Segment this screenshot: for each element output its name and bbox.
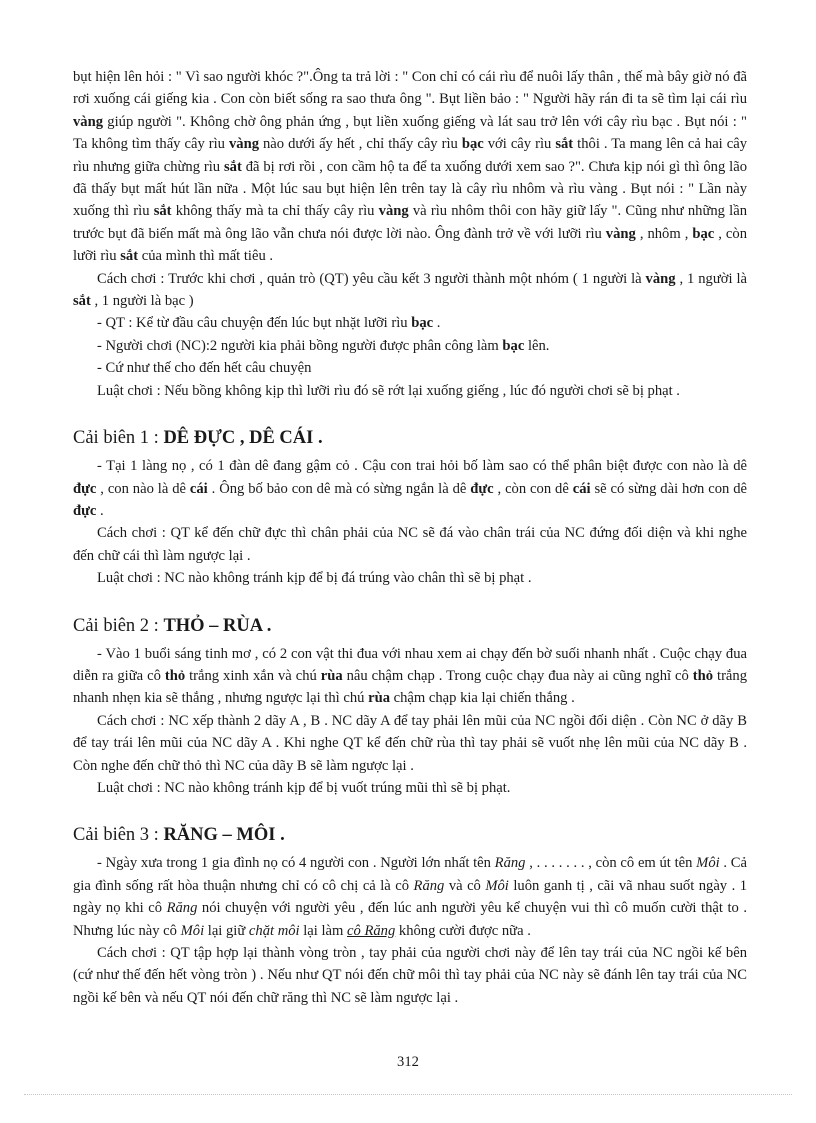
story-paragraph bbox=[73, 852, 747, 942]
keyword: vàng bbox=[605, 225, 636, 242]
text-run: nói chuyện với người yêu , đến lúc anh người yêu kể chuyện vui thì cô muốn cười thật to . Nhưng lúc này cô bbox=[73, 900, 747, 939]
page-number: 312 bbox=[397, 1054, 419, 1070]
emphasis-text: Răng bbox=[166, 900, 198, 917]
text-run: Luật chơi : NC nào không tránh kịp để bị đá trúng vào chân thì sẽ bị phạt . bbox=[97, 570, 532, 587]
text-run: , . . . . . . . , còn cô em út tên bbox=[525, 855, 697, 872]
text-run: giúp người ". Không chờ ông phản ứng , bụt liền xuống giếng và lát sau trở lên với cây rìu bạc . Bụt nói : " Ta không tìm thấy cây rìu bbox=[73, 113, 747, 153]
list-item bbox=[73, 335, 747, 357]
keyword: sắt bbox=[120, 248, 139, 265]
text-run: Luật chơi : Nếu bồng không kịp thì lưỡi rìu đó sẽ rớt lại xuống giếng , lúc đó người chơi sẽ bị phạt . bbox=[97, 382, 680, 399]
emphasis-text: cô Răng bbox=[347, 922, 396, 939]
keyword: rùa bbox=[320, 667, 343, 684]
section-label: Cải biên 1 : bbox=[73, 428, 164, 449]
text-run: trắng nhanh nhẹn kia sẽ thắng , nhưng ngược lại thì chú bbox=[73, 667, 747, 707]
footer-divider bbox=[24, 1094, 792, 1095]
section-title: RĂNG – MÔI . bbox=[163, 825, 285, 846]
text-run: đã bị rơi rồi , con cầm hộ ta để ta xuống dưới xem sao ?". Chưa kịp nói gì thì ông lão đã thấy bụt mất hút lần nữa . Một lúc sau bụt hiện lên trên tay là cây rìu nhôm và rìu vàng . Bụt nói : " Lần này xuống thì rìu bbox=[73, 158, 747, 220]
story-paragraph bbox=[73, 455, 747, 522]
keyword: thỏ bbox=[692, 667, 714, 684]
text-run: và rìu nhôm thôi con hãy giữ lấy ". Cũng như những lần trước bụt đã biến mất mà ông lão vẫn chưa nói được lời nào. Ông đành trở về với lưỡi rìu bbox=[73, 203, 747, 242]
keyword: đực bbox=[73, 502, 97, 519]
emphasis-text: Răng bbox=[413, 877, 445, 894]
keyword: bạc bbox=[461, 136, 484, 153]
text-run: - Ngày xưa trong 1 gia đình nọ có 4 người con . Người lớn nhất tên bbox=[97, 855, 495, 872]
text-run: - Cứ như thế cho đến hết câu chuyện bbox=[97, 360, 312, 377]
text-run: Cách chơi : Trước khi chơi , quản trò (QT) yêu cầu kết 3 người thành một nhóm ( 1 người là bbox=[97, 270, 646, 287]
text-run: . bbox=[96, 502, 104, 519]
text-run: , 1 người là bbox=[675, 270, 747, 287]
keyword: vàng bbox=[228, 136, 259, 153]
rule-how-to-play bbox=[73, 710, 747, 777]
text-run: không thấy mà ta chỉ thấy cây rìu bbox=[171, 203, 379, 220]
rule-penalty bbox=[73, 380, 747, 402]
text-run: , 1 người là bạc ) bbox=[90, 293, 194, 310]
text-run: Cách chơi : QT tập hợp lại thành vòng tròn , tay phải của người chơi này để lên tay trái của NC ngồi kế bên (cứ như thế đến hết vòng tròn ) . Nếu như QT nói đến chữ môi thì tay phải của NC này sẽ đánh lên tay trái của NC ngồi kế bên và nếu QT nói đến chữ răng thì NC sẽ làm ngược lại . bbox=[73, 945, 747, 1006]
story-paragraph bbox=[73, 643, 747, 710]
keyword: vàng bbox=[645, 270, 676, 287]
text-run: . Ông bố bảo con dê mà có sừng ngắn là dê bbox=[207, 480, 471, 497]
text-run: - Vào 1 buổi sáng tinh mơ , có 2 con vật thi đua với nhau xem ai chạy đến bờ suối nhanh nhất . Cuộc chạy đua diễn ra giữa cô bbox=[73, 645, 747, 684]
text-run: nào dưới ấy hết , chỉ thấy cây rìu bbox=[259, 136, 462, 153]
keyword: sắt bbox=[73, 293, 91, 310]
text-run: , nhôm , bbox=[635, 225, 693, 242]
keyword: bạc bbox=[692, 225, 715, 242]
keyword: sắt bbox=[555, 136, 574, 153]
text-run: với cây rìu bbox=[483, 136, 556, 153]
text-run: trắng xinh xắn và chú bbox=[185, 667, 321, 684]
text-run: lại giữ bbox=[204, 922, 249, 939]
list-item bbox=[73, 312, 747, 334]
rule-penalty bbox=[73, 567, 747, 589]
keyword: vàng bbox=[73, 113, 104, 130]
section-heading bbox=[73, 614, 747, 638]
keyword: cái bbox=[189, 480, 208, 497]
text-run: bụt hiện lên hỏi : " Vì sao người khóc ?".Ông ta trả lời : " Con chỉ có cái rìu để nuôi lấy thân , thế mà bây giờ nó đã rơi xuống cái giếng kia . Con còn biết sống ra sao thưa ông ". Bụt liền bảo : " Người hãy rán đi ta sẽ tìm lại cái rìu bbox=[73, 69, 747, 108]
text-run: - Người chơi (NC):2 người kia phải bồng người được phân công làm bbox=[97, 337, 503, 354]
keyword: bạc bbox=[411, 315, 434, 332]
keyword: bạc bbox=[502, 337, 525, 354]
text-run: Cách chơi : NC xếp thành 2 dãy A , B . NC dãy A để tay phải lên mũi của NC ngồi đối diện . Còn NC ở dãy B để tay trái lên mũi của NC dãy A . Khi nghe QT kể đến chữ rùa thì tay phải sẽ vuốt nhẹ lên mũi của NC dãy B . Còn nghe đến chữ thỏ thì NC của dãy B sẽ làm ngược lại . bbox=[73, 712, 747, 774]
emphasis-text: Môi bbox=[180, 922, 205, 939]
keyword: đực bbox=[470, 480, 494, 497]
rule-how-to-play bbox=[73, 268, 747, 313]
keyword: sắt bbox=[223, 158, 242, 175]
section-label: Cải biên 2 : bbox=[73, 615, 164, 636]
keyword: vàng bbox=[378, 203, 409, 220]
text-run: thôi . Ta mang lên cả hai cây rìu nhưng giữa chừng rìu bbox=[73, 136, 747, 175]
emphasis-text: Môi bbox=[696, 855, 720, 872]
text-run: lại làm bbox=[299, 922, 348, 939]
rule-how-to-play bbox=[73, 522, 747, 567]
text-run: . Cả gia đình sống rất hòa thuận nhưng chỉ có cô chị cả là cô bbox=[73, 855, 747, 894]
text-run: . bbox=[433, 315, 441, 332]
text-run: sẽ có sừng dài hơn con dê bbox=[590, 480, 747, 497]
emphasis-text: Môi bbox=[485, 877, 509, 894]
keyword: thỏ bbox=[164, 667, 186, 684]
keyword: rùa bbox=[368, 690, 390, 707]
document-page bbox=[73, 66, 747, 1009]
text-run: chậm chạp kia lại chiến thắng . bbox=[389, 690, 575, 707]
section-heading bbox=[73, 823, 747, 847]
text-run: và cô bbox=[444, 877, 486, 894]
section-title: THỎ – RÙA . bbox=[163, 615, 272, 636]
text-run: , còn con dê bbox=[493, 480, 573, 497]
text-run: - Tại 1 làng nọ , có 1 đàn dê đang gậm cỏ . Cậu con trai hỏi bố làm sao có thể phân biệt được con nào là dê bbox=[97, 458, 747, 475]
text-run: , còn lưỡi rìu bbox=[73, 225, 747, 265]
story-paragraph bbox=[73, 66, 747, 268]
rule-penalty bbox=[73, 777, 747, 799]
rule-how-to-play bbox=[73, 942, 747, 1009]
text-run: Cách chơi : QT kể đến chữ đực thì chân phải của NC sẽ đá vào chân trái của NC đứng đối diện và khi nghe đến chữ cái thì làm ngược lại . bbox=[73, 525, 747, 564]
text-run: của mình thì mất tiêu . bbox=[138, 248, 274, 265]
text-run: , con nào là dê bbox=[96, 480, 190, 497]
list-item bbox=[73, 357, 747, 379]
section-heading bbox=[73, 426, 747, 450]
emphasis-text: chặt môi bbox=[248, 922, 300, 939]
emphasis-text: Răng bbox=[494, 855, 526, 872]
text-run: nâu chậm chạp . Trong cuộc chạy đua này ai cũng nghĩ cô bbox=[342, 667, 693, 684]
text-run: - QT : Kể từ đầu câu chuyện đến lúc bụt nhặt lưỡi rìu bbox=[97, 315, 412, 332]
text-run: luôn ganh tị , cãi vã nhau suốt ngày . 1 ngày nọ khi cô bbox=[73, 877, 748, 917]
section-title: DÊ ĐỰC , DÊ CÁI . bbox=[163, 428, 323, 449]
text-run: lên. bbox=[524, 337, 550, 354]
text-run: Luật chơi : NC nào không tránh kịp để bị vuốt trúng mũi thì sẽ bị phạt. bbox=[97, 779, 511, 796]
keyword: đực bbox=[73, 480, 97, 497]
keyword: cái bbox=[572, 480, 591, 497]
section-label: Cải biên 3 : bbox=[73, 825, 164, 846]
keyword: sắt bbox=[153, 203, 172, 220]
text-run: không cười được nữa . bbox=[395, 922, 531, 939]
